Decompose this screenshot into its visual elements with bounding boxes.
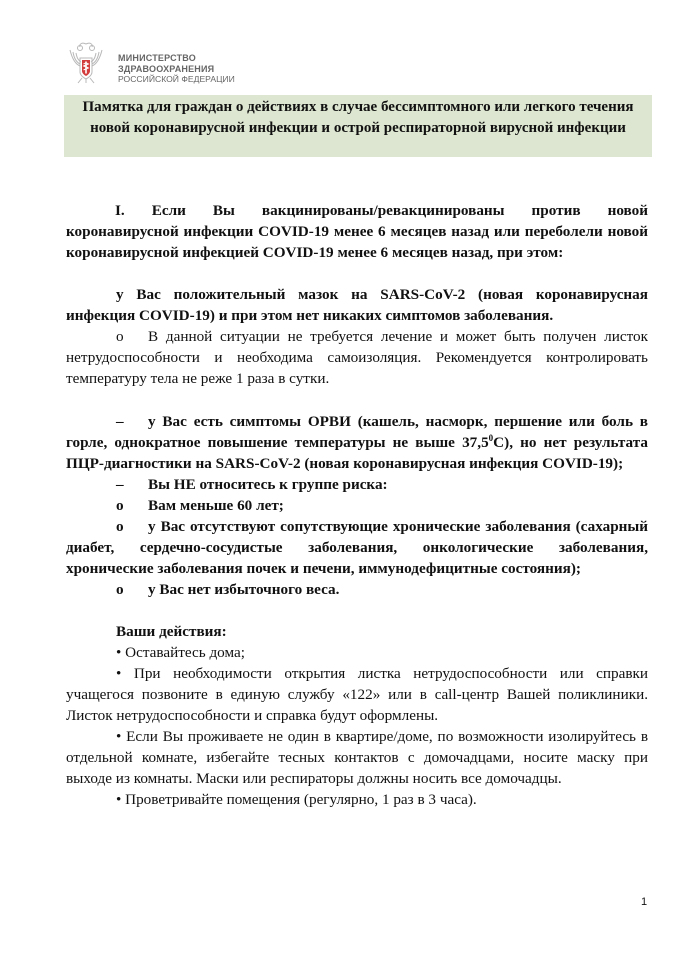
ministry-name <box>118 53 235 85</box>
risk-item-text: у Вас нет избыточного веса. <box>148 581 340 598</box>
risk-group-text: Вы НЕ относитесь к группе риска: <box>148 476 388 493</box>
circle-bullet-icon: o <box>116 518 124 535</box>
document-title: Памятка для граждан о действиях в случае бессимптомного или легкого течения новой коронавирусной инфекции и острой респираторной вирусной инфекции <box>82 99 634 136</box>
risk-item-text: у Вас отсутствуют сопутствующие хронические заболевания (сахарный диабет, сердечно-сосудистые заболевания, онкологические заболевания, хронические заболевания почек и печени, иммунодефицитные состояния); <box>66 518 648 577</box>
risk-item <box>66 516 648 579</box>
degree-superscript: 0 <box>488 432 494 443</box>
page-number: 1 <box>641 896 648 908</box>
ministry-emblem-icon <box>66 40 106 84</box>
dash-bullet-icon: – <box>116 413 124 430</box>
dash-bullet-icon: – <box>116 476 124 493</box>
actions-heading: Ваши действия: <box>116 623 227 640</box>
risk-item <box>66 579 648 600</box>
bullet-dot-icon: • <box>116 665 122 682</box>
action-item-text: При необходимости открытия листка нетрудоспособности или справки учащегося позвоните в единую службу «122» или в call-центр Вашей поликлиники. Листок нетрудоспособности и справка будут оформлены. <box>66 665 648 724</box>
title-box <box>64 95 652 157</box>
circle-bullet-icon: o <box>116 497 124 514</box>
risk-group-line <box>66 474 648 495</box>
case-b-condition-part1: у Вас есть симптомы ОРВИ (кашель, насморк, першение или боль в горле, однократное повышение температуры не выше 37,5 <box>66 413 648 451</box>
action-item-text: Оставайтесь дома; <box>125 644 245 661</box>
section-heading: I. Если Вы вакцинированы/ревакцинированы против новой коронавирусной инфекции COVID-19 менее 6 месяцев назад или переболели новой коронавирусной инфекцией COVID-19 менее 6 месяцев назад, при этом: <box>66 202 648 261</box>
bullet-dot-icon: • <box>116 644 122 661</box>
case-a-advice <box>66 326 648 389</box>
action-item <box>66 663 648 726</box>
ministry-line-3: РОССИЙСКОЙ ФЕДЕРАЦИИ <box>118 74 235 84</box>
case-a-advice-text: В данной ситуации не требуется лечение и может быть получен листок нетрудоспособности и необходима самоизоляция. Рекомендуется контролировать температуру тела не реже 1 раза в сутки. <box>66 328 648 387</box>
case-a-condition: у Вас положительный мазок на SARS-CoV-2 (новая коронавирусная инфекция COVID-19) и при этом нет никаких симптомов заболевания. <box>66 286 648 324</box>
action-item-text: Если Вы проживаете не один в квартире/доме, по возможности изолируйтесь в отдельной комнате, избегайте тесных контактов с домочадцами, носите маску при выходе из комнаты. Маски или респираторы должны носить все домочадцы. <box>66 728 648 787</box>
action-item <box>66 789 648 810</box>
case-b-condition <box>66 411 648 474</box>
risk-item-text: Вам меньше 60 лет; <box>148 497 284 514</box>
action-item <box>66 642 648 663</box>
action-item <box>66 726 648 789</box>
ministry-line-1: МИНИСТЕРСТВО <box>118 53 196 63</box>
bullet-dot-icon: • <box>116 728 122 745</box>
case-b-condition-part2: С), но нет результата ПЦР-диагностики на SARS-CoV-2 (новая коронавирусная инфекция COVID-19); <box>66 434 648 472</box>
document-body <box>66 200 648 810</box>
ministry-line-2: ЗДРАВООХРАНЕНИЯ <box>118 63 215 74</box>
bullet-dot-icon: • <box>116 791 122 808</box>
circle-bullet-icon: o <box>116 581 124 598</box>
action-item-text: Проветривайте помещения (регулярно, 1 раз в 3 часа). <box>125 791 477 808</box>
circle-bullet-icon: o <box>116 328 124 345</box>
risk-item <box>66 495 648 516</box>
